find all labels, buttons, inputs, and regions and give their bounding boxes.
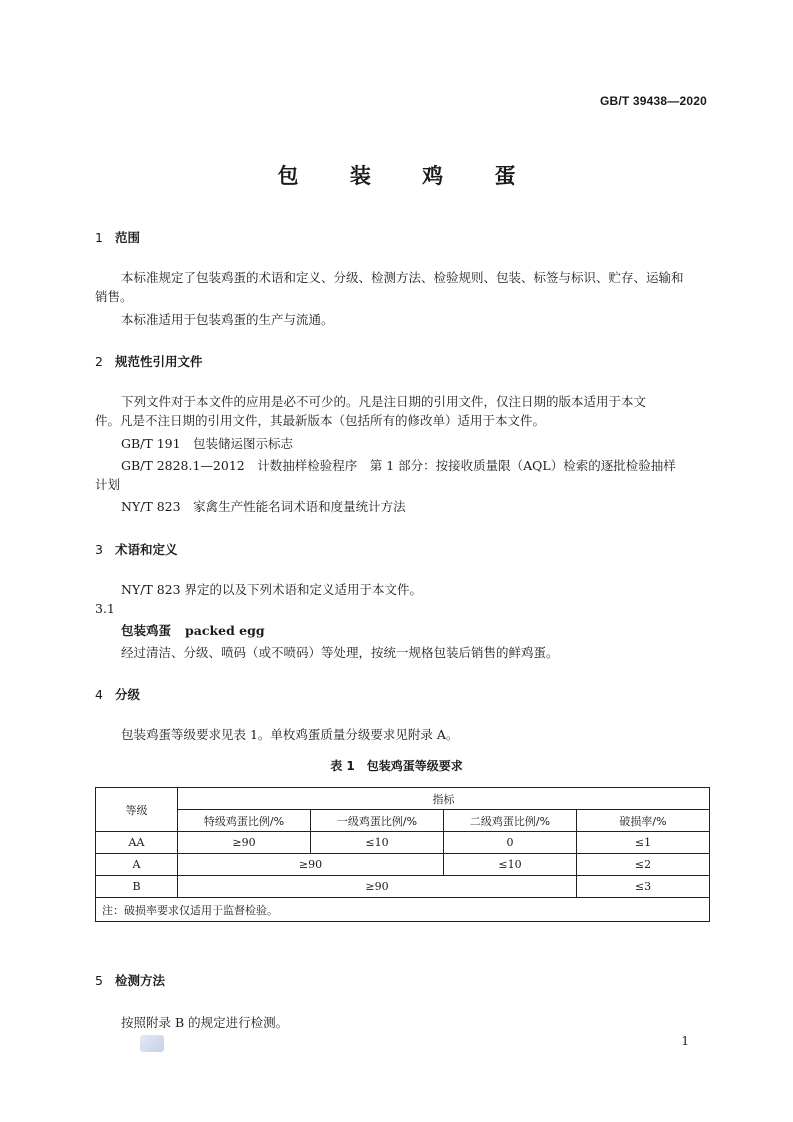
cell-first: ≤10: [311, 832, 444, 854]
paragraph-line: 本标准规定了包装鸡蛋的术语和定义、分级、检测方法、检验规则、包装、标签与标识、贮存、运输和: [121, 270, 684, 285]
term-entry: [121, 621, 265, 639]
header-indicator: 指标: [178, 788, 710, 810]
table-note: 注：破损率要求仅适用于监督检验。: [96, 898, 710, 922]
section-number: 4: [95, 687, 103, 702]
section-number: 2: [95, 354, 103, 369]
section-number: 1: [95, 230, 103, 245]
page-number: 1: [681, 1034, 689, 1048]
section-title: 检测方法: [115, 973, 166, 988]
paragraph: 按照附录 B 的规定进行检测。: [121, 1015, 289, 1030]
grade-requirements-table: [95, 787, 710, 922]
table-row: [96, 876, 710, 898]
table-caption: 表 1 包装鸡蛋等级要求: [330, 759, 463, 773]
section-title: 规范性引用文件: [115, 354, 203, 369]
term-number: 3.1: [95, 601, 115, 616]
standard-number: GB/T 39438—2020: [599, 94, 707, 108]
header-special-ratio: 特级鸡蛋比例/%: [178, 810, 311, 832]
paragraph: 本标准适用于包装鸡蛋的生产与流通。: [121, 312, 334, 327]
table-subheader-row: [96, 810, 710, 832]
header-grade: 等级: [96, 788, 178, 832]
cell-grade: AA: [96, 832, 178, 854]
section-number: 3: [95, 542, 103, 557]
header-broken-rate: 破损率/%: [577, 810, 710, 832]
paragraph-line: 下列文件对于本文件的应用是必不可少的。凡是注日期的引用文件，仅注日期的版本适用于本文: [121, 394, 647, 409]
cell-grade: A: [96, 854, 178, 876]
cell-broken: ≤1: [577, 832, 710, 854]
reference-item-continued: 计划: [95, 477, 121, 492]
watermark-logo: [140, 1035, 164, 1052]
cell-broken: ≤2: [577, 854, 710, 876]
section-4-heading: [95, 685, 140, 703]
paragraph: NY/T 823 界定的以及下列术语和定义适用于本文件。: [121, 582, 423, 597]
table-row: [96, 832, 710, 854]
header-first-ratio: 一级鸡蛋比例/%: [311, 810, 444, 832]
section-title: 术语和定义: [115, 542, 178, 557]
cell-second: 0: [444, 832, 577, 854]
reference-item: NY/T 823 家禽生产性能名词术语和度量统计方法: [121, 499, 406, 514]
cell-special-first: ≥90: [178, 854, 444, 876]
header-second-ratio: 二级鸡蛋比例/%: [444, 810, 577, 832]
cell-combined: ≥90: [178, 876, 577, 898]
reference-item: GB/T 2828.1—2012 计数抽样检验程序 第 1 部分：按接收质量限（AQL）检索的逐批检验抽样: [121, 458, 676, 473]
section-title: 范围: [115, 230, 141, 245]
cell-broken: ≤3: [577, 876, 710, 898]
section-5-heading: [95, 971, 165, 989]
paragraph: 包装鸡蛋等级要求见表 1。单枚鸡蛋质量分级要求见附录 A。: [121, 727, 459, 742]
section-3-heading: [95, 540, 178, 558]
table-header-row: [96, 788, 710, 810]
section-1-heading: [95, 228, 140, 246]
term-definition: 经过清洁、分级、喷码（或不喷码）等处理，按统一规格包装后销售的鲜鸡蛋。: [121, 645, 559, 660]
term-english: packed egg: [185, 623, 265, 638]
cell-special: ≥90: [178, 832, 311, 854]
document-title: 包 装 鸡 蛋: [277, 164, 538, 188]
cell-second: ≤10: [444, 854, 577, 876]
term-chinese: 包装鸡蛋: [121, 623, 172, 638]
table-row: [96, 854, 710, 876]
reference-item: GB/T 191 包装储运图示标志: [121, 436, 294, 451]
section-number: 5: [95, 973, 103, 988]
section-title: 分级: [115, 687, 141, 702]
section-2-heading: [95, 352, 203, 370]
paragraph-line: 件。凡是不注日期的引用文件，其最新版本（包括所有的修改单）适用于本文件。: [95, 413, 546, 428]
cell-grade: B: [96, 876, 178, 898]
paragraph-line: 销售。: [95, 289, 133, 304]
table-note-row: [96, 898, 710, 922]
